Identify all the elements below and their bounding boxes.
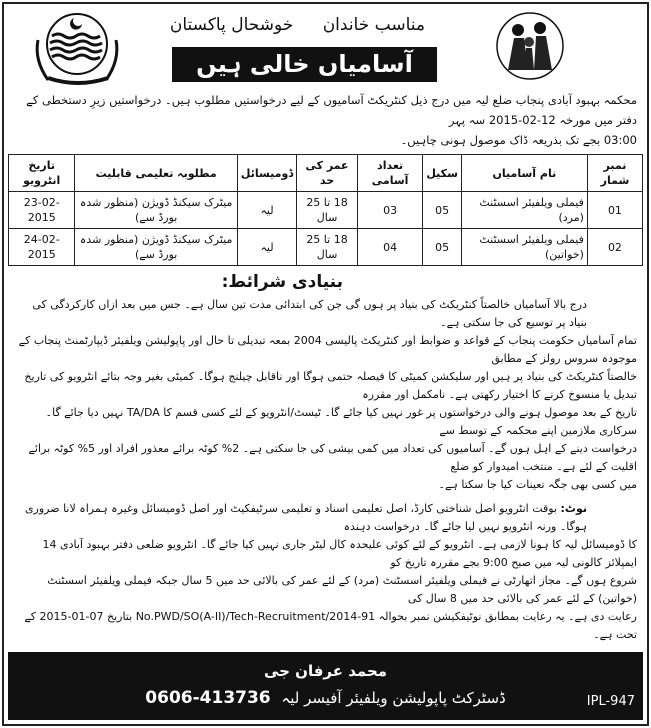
intro-line: 03:00 بجے تک بذریعہ ڈاک موصول ہونی چاہیں۔ bbox=[400, 133, 637, 147]
cell-serial: 02 bbox=[587, 229, 642, 266]
condition-line: خالصتاً کنٹریکٹ کی بنیاد پر ہیں اور سلیکشن کمیٹی کا فیصلہ حتمی ہوگا اور ناقابل چیلنج ہوگا۔ کمیٹی بغیر وجہ بتائے انٹرویو کی تاریخ تبدیل یا منسوخ کرنے کا اختیار رکھتی ہے۔ نامکمل اور مقررہ bbox=[24, 370, 637, 401]
cell-post-name: فیملی ویلفیئر اسسٹنٹ (مرد) bbox=[461, 192, 587, 229]
slogan-right: خوشحال پاکستان bbox=[169, 15, 294, 35]
condition-line: تاریخ کے بعد موصول ہونے والی درخواستوں پر غور نہیں کیا جائے گا۔ ٹیسٹ/انٹرویو کے لئے کسی قسم کا TA/DA نہیں دیا جائے گا۔ سرکاری ملازمین اپنے محکمہ کے توسط سے bbox=[45, 406, 637, 437]
cell-scale: 05 bbox=[423, 229, 462, 266]
cell-qualification: میٹرک سیکنڈ ڈویژن (منظور شدہ بورڈ سے) bbox=[75, 192, 237, 229]
col-domicile: ڈومیسائل bbox=[237, 155, 296, 192]
note-label: نوٹ: bbox=[560, 502, 587, 515]
footer-signature-block bbox=[8, 652, 643, 720]
col-qualification: مطلوبہ تعلیمی قابلیت bbox=[75, 155, 237, 192]
header bbox=[8, 4, 643, 88]
table-row bbox=[9, 229, 643, 266]
reproductive-health-logo bbox=[490, 10, 570, 85]
col-age-limit: عمر کی حد bbox=[297, 155, 358, 192]
cell-domicile: لیہ bbox=[237, 229, 296, 266]
cell-age-limit: 18 تا 25 سال bbox=[297, 229, 358, 266]
table-row bbox=[9, 192, 643, 229]
col-post-name: نام آسامیاں bbox=[461, 155, 587, 192]
note-line bbox=[14, 500, 637, 536]
condition-line: تمام آسامیاں حکومت پنجاب کے قواعد و ضوابط اور کنٹریکٹ پالیسی 2004 بمعہ تبدیلی تا حال اور پاپولیشن ویلفیئر ڈیپارٹمنٹ پنجاب کے موجودہ سروس رولز کے مطابق bbox=[18, 334, 637, 365]
condition-line: میں کسی بھی جگہ تعینات کیا جا سکتا ہے۔ bbox=[438, 478, 637, 491]
vacancies-table bbox=[8, 154, 643, 266]
ad-reference: IPL-947 bbox=[586, 694, 635, 709]
cell-age-limit: 18 تا 25 سال bbox=[297, 192, 358, 229]
phone-number: 0606-413736 bbox=[145, 688, 271, 708]
condition-line: درج بالا آسامیاں خالصتاً کنٹریکٹ کی بنیاد پر ہوں گی جن کی ابتدائی مدت تین سال ہے۔ جس میں بعد ازاں کارکردگی کی بنیاد پر توسیع کی جا سکتی ہے۔ bbox=[32, 298, 587, 329]
punjab-government-logo bbox=[30, 10, 125, 85]
cell-count: 04 bbox=[357, 229, 423, 266]
signatory-name: محمد عرفان جی bbox=[263, 662, 388, 680]
intro-line: محکمہ بہبود آبادی پنجاب ضلع لیہ میں درج ذیل کنٹریکٹ آسامیوں کے لیے درخواستیں مطلوب ہیں۔ درخواستیں زیرِ دستخطی کے دفتر میں مورخہ 12-02-2015 سہ پہر bbox=[26, 93, 637, 127]
col-serial: نمبر شمار bbox=[587, 155, 642, 192]
cell-count: 03 bbox=[357, 192, 423, 229]
table-header-row bbox=[9, 155, 643, 192]
condition-line: درخواست دینے کے اہل ہوں گے۔ آسامیوں کی تعداد میں کمی بیشی کی جا سکتی ہے۔ 2% کوٹہ برائے معذور افراد اور 5% کوٹہ برائے اقلیت کے لئے ہے۔ منتخب امیدوار کو ضلع bbox=[28, 442, 637, 473]
col-scale: سکیل bbox=[423, 155, 462, 192]
slogan bbox=[169, 8, 437, 42]
cell-interview-date: 23-02-2015 bbox=[9, 192, 75, 229]
cell-domicile: لیہ bbox=[237, 192, 296, 229]
cell-qualification: میٹرک سیکنڈ ڈویژن (منظور شدہ بورڈ سے) bbox=[75, 229, 237, 266]
col-interview-date: تاریخ انٹرویو bbox=[9, 155, 75, 192]
col-count: تعداد آسامی bbox=[357, 155, 423, 192]
note-line: کا ڈومیسائل لیہ کا ہونا لازمی ہے۔ انٹرویو کے لئے کوئی علیحدہ کال لیٹر جاری نہیں کیا جائے گا۔ انٹرویو ضلعی دفتر بہبود آبادی 14 ایمپلائز کالونی لیہ میں صبح 9:00 بجے مقررہ تاریخ کو bbox=[42, 538, 637, 569]
note-line: شروع ہوں گے۔ مجاز اتھارٹی نے فیملی ویلفیئر اسسٹنٹ (مرد) کے لئے عمر کی بالائی حد میں 5 سال جبکہ فیملی ویلفیئر اسسٹنٹ (خواتین) کے لئے عمر کی بالائی حد میں 8 سال کی bbox=[47, 574, 637, 605]
conditions-body bbox=[8, 296, 643, 644]
advertisement-frame bbox=[2, 2, 649, 726]
cell-interview-date: 24-02-2015 bbox=[9, 229, 75, 266]
cell-serial: 01 bbox=[587, 192, 642, 229]
office-title: ڈسٹرکٹ پاپولیشن ویلفیئر آفیسر لیہ bbox=[281, 689, 506, 707]
intro-text bbox=[8, 88, 643, 154]
slogan-left: مناسب خاندان bbox=[322, 15, 425, 35]
note-text: بوقت انٹرویو اصل شناختی کارڈ، اصل تعلیمی اسناد و تعلیمی سرٹیفکیٹ اور اصل ڈومیسائل وغیرہ ہمراہ لانا ضروری ہوگا۔ ورنہ انٹرویو نہیں لیا جائے گا۔ درخواست دہندہ bbox=[24, 502, 587, 533]
vacancies-banner: آسامیاں خالی ہیں bbox=[172, 47, 437, 82]
note-line: رعایت دی ہے۔ یہ رعایت بمطابق نوٹیفکیشن نمبر بحوالہ No.PWD/SO(A-II)/Tech-Recruitment/2014-91 بتاریخ 07-01-2015 کے تحت ہے۔ bbox=[24, 610, 637, 641]
cell-post-name: فیملی ویلفیئر اسسٹنٹ (خواتین) bbox=[461, 229, 587, 266]
cell-scale: 05 bbox=[423, 192, 462, 229]
office-line bbox=[78, 684, 573, 712]
conditions-heading: بنیادی شرائط: bbox=[221, 272, 343, 292]
